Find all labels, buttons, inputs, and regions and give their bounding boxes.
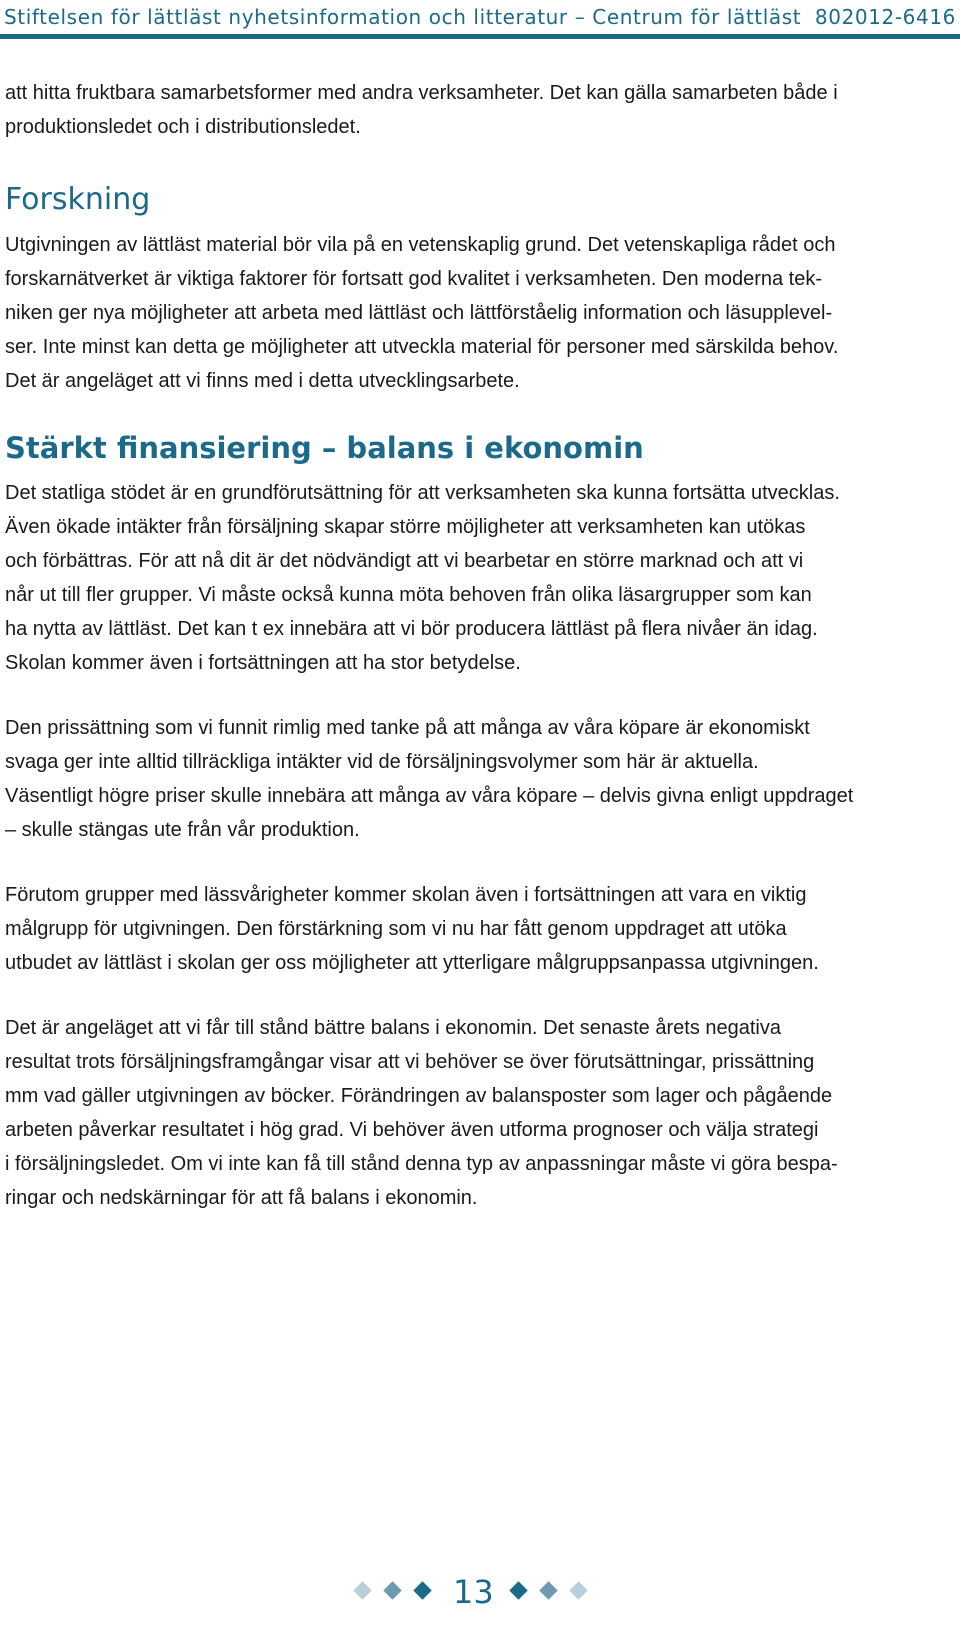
text-line: Skolan kommer även i fortsättningen att ha stor betydelse. bbox=[5, 652, 521, 674]
text-line: ser. Inte minst kan detta ge möjligheter att utveckla material för personer med särskilda behov. bbox=[5, 336, 839, 358]
text-line: i försäljningsledet. Om vi inte kan få till stånd denna typ av anpassningar måste vi göra bespa- bbox=[5, 1153, 838, 1175]
text-line: Väsentligt högre priser skulle innebära att många av våra köpare – delvis givna enligt uppdraget bbox=[5, 785, 854, 807]
intro-paragraph bbox=[5, 76, 950, 144]
diamond-icon bbox=[413, 1581, 431, 1599]
header-rule bbox=[0, 34, 960, 39]
text-line: forskarnätverket är viktiga faktorer för fortsatt god kvalitet i verksamheten. Den moderna tek- bbox=[5, 268, 823, 290]
text-line: Även ökade intäkter från försäljning skapar större möjligheter att verksamheten kan utökas bbox=[5, 516, 806, 538]
finansiering-paragraph-3 bbox=[5, 878, 950, 980]
text-line: – skulle stängas ute från vår produktion. bbox=[5, 819, 360, 841]
diamond-icon bbox=[353, 1581, 371, 1599]
running-header bbox=[4, 2, 956, 32]
text-line: att hitta fruktbara samarbetsformer med andra verksamheter. Det kan gälla samarbeten både i bbox=[5, 82, 838, 104]
diamond-icon bbox=[509, 1581, 527, 1599]
diamond-icon bbox=[569, 1581, 587, 1599]
text-line: ha nytta av lättläst. Det kan t ex innebära att vi bör producera lättläst på flera nivåer än idag. bbox=[5, 618, 818, 640]
text-line: Det statliga stödet är en grundförutsättning för att verksamheten ska kunna fortsätta utvecklas. bbox=[5, 482, 840, 504]
text-line: Förutom grupper med lässvårigheter kommer skolan även i fortsättningen att vara en viktig bbox=[5, 884, 807, 906]
text-line: Utgivningen av lättläst material bör vila på en vetenskaplig grund. Det vetenskapliga rådet och bbox=[5, 234, 836, 256]
text-line: målgrupp för utgivningen. Den förstärkning som vi nu har fått genom uppdraget att utöka bbox=[5, 918, 787, 940]
text-line: resultat trots försäljningsframgångar visar att vi behöver se över förutsättningar, prissättning bbox=[5, 1051, 815, 1073]
text-line: produktionsledet och i distributionsledet. bbox=[5, 116, 361, 138]
text-line: mm vad gäller utgivningen av böcker. Förändringen av balansposter som lager och pågående bbox=[5, 1085, 833, 1107]
header-org-number: 802012-6416 bbox=[814, 5, 956, 29]
finansiering-paragraph-2 bbox=[5, 711, 950, 847]
text-line: arbeten påverkar resultatet i hög grad. Vi behöver även utforma prognoser och välja strategi bbox=[5, 1119, 819, 1141]
page-footer bbox=[0, 1573, 960, 1626]
section-heading-finansiering: Stärkt finansiering – balans i ekonomin bbox=[5, 431, 644, 465]
text-line: utbudet av lättläst i skolan ger oss möjligheter att ytterligare målgruppsanpassa utgivningen. bbox=[5, 952, 819, 974]
finansiering-paragraph-4 bbox=[5, 1011, 950, 1215]
section-heading-forskning: Forskning bbox=[5, 182, 151, 217]
text-line: når ut till fler grupper. Vi måste också kunna möta behoven från olika läsargrupper som kan bbox=[5, 584, 812, 606]
text-line: Det är angeläget att vi finns med i detta utvecklingsarbete. bbox=[5, 370, 520, 392]
diamond-icon bbox=[539, 1581, 557, 1599]
header-title: Stiftelsen för lättläst nyhetsinformation och litteratur – Centrum för lättläst bbox=[4, 5, 802, 29]
text-line: ringar och nedskärningar för att få balans i ekonomin. bbox=[5, 1187, 478, 1209]
page-number: 13 bbox=[453, 1573, 494, 1611]
forskning-paragraph bbox=[5, 228, 950, 398]
text-line: svaga ger inte alltid tillräckliga intäkter vid de försäljningsvolymer som här är aktuella. bbox=[5, 751, 759, 773]
page-content bbox=[5, 76, 950, 1215]
text-line: niken ger nya möjligheter att arbeta med lättläst och lättförståelig information och läsupplevel- bbox=[5, 302, 833, 324]
text-line: Det är angeläget att vi får till stånd bättre balans i ekonomin. Det senaste årets negativa bbox=[5, 1017, 781, 1039]
diamond-icon bbox=[383, 1581, 401, 1599]
finansiering-paragraph-1 bbox=[5, 476, 950, 680]
text-line: och förbättras. För att nå dit är det nödvändigt att vi bearbetar en större marknad och att vi bbox=[5, 550, 804, 572]
text-line: Den prissättning som vi funnit rimlig med tanke på att många av våra köpare är ekonomiskt bbox=[5, 717, 810, 739]
